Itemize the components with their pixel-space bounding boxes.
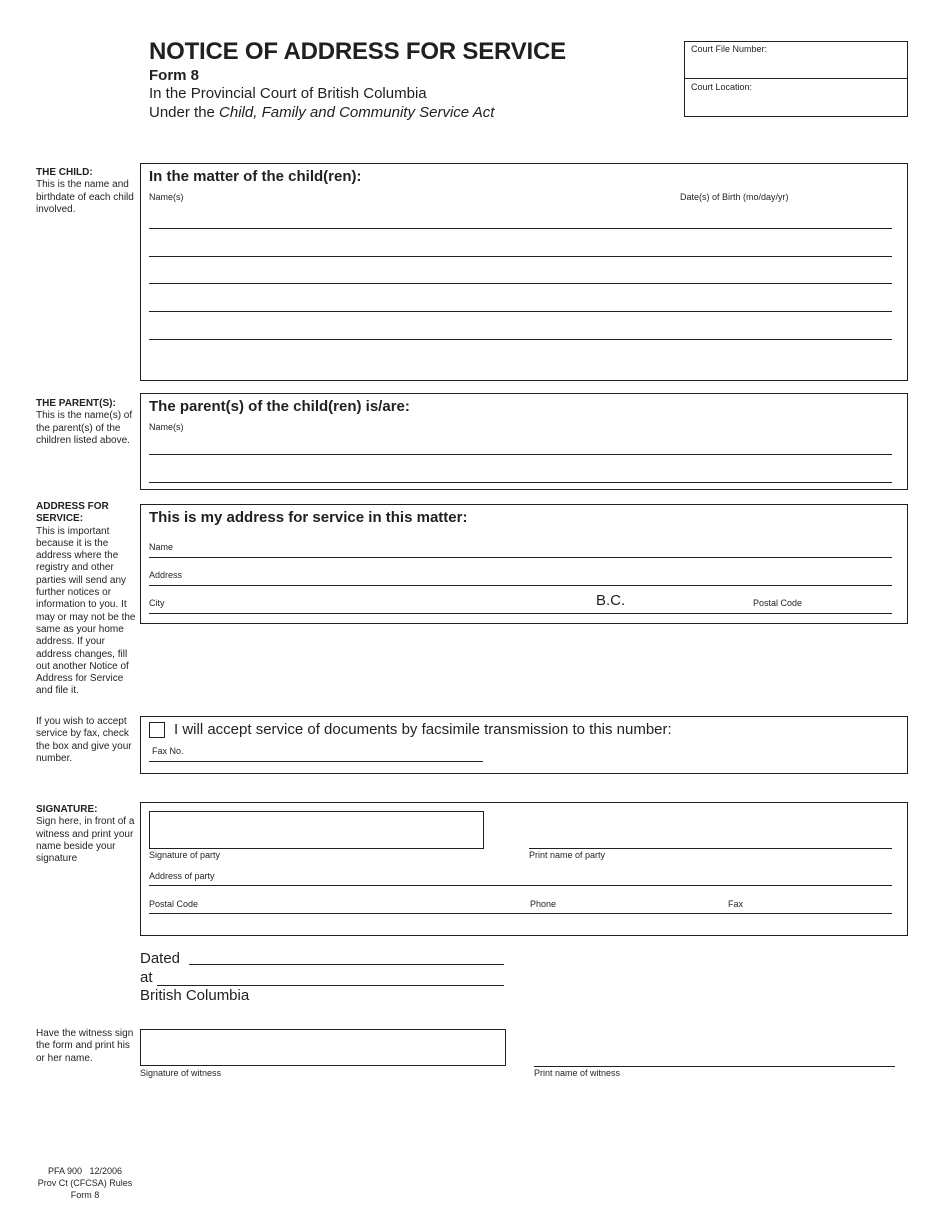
party-address-label: Address of party xyxy=(149,871,215,881)
form-number: Form 8 xyxy=(149,67,200,84)
parent-line-1[interactable] xyxy=(149,454,892,455)
act-name: Child, Family and Community Service Act xyxy=(219,104,495,121)
parent-section-title: The parent(s) of the child(ren) is/are: xyxy=(149,398,410,415)
witness-signature-box[interactable] xyxy=(140,1029,506,1066)
address-side-heading: ADDRESS FOR SERVICE: xyxy=(36,501,109,525)
divider xyxy=(685,78,907,79)
dated-block xyxy=(140,950,249,1006)
parent-names-label: Name(s) xyxy=(149,422,184,432)
witness-side-note xyxy=(36,1028,136,1065)
fax-side-text: If you wish to accept service by fax, check the box and give your number. xyxy=(36,716,132,764)
footer-rules: Prov Ct (CFCSA) Rules xyxy=(37,1178,133,1188)
court-file-label: Court File Number: xyxy=(691,44,768,54)
child-line-5[interactable] xyxy=(149,339,892,340)
child-dob-label: Date(s) of Birth (mo/day/yr) xyxy=(680,192,789,202)
child-line-4[interactable] xyxy=(149,311,892,312)
signature-section xyxy=(140,802,908,936)
court-location-label: Court Location: xyxy=(691,82,753,92)
address-street-label: Address xyxy=(149,570,183,580)
witness-print-name-label: Print name of witness xyxy=(534,1068,621,1078)
parent-side-heading: THE PARENT(S): xyxy=(36,398,116,409)
fax-side-note xyxy=(36,716,136,765)
address-section-title: This is my address for service in this matter: xyxy=(149,509,468,526)
witness-signature-label: Signature of witness xyxy=(140,1068,222,1078)
address-side-note xyxy=(36,501,136,698)
child-side-heading: THE CHILD: xyxy=(36,167,93,178)
party-signature-label: Signature of party xyxy=(149,850,221,860)
party-print-name-line[interactable] xyxy=(529,848,892,849)
dated-label: Dated xyxy=(140,950,181,967)
court-info-box xyxy=(684,41,908,117)
address-city-line[interactable] xyxy=(149,613,892,614)
address-side-text: This is important because it is the address where the registry and other parties will send any further notices or information to you. It may or may not be the same as your home address. If your address changes, fill out another Notice of Address for Service and file it. xyxy=(36,525,136,697)
court-file-field[interactable] xyxy=(691,56,901,76)
province-text: B.C. xyxy=(596,592,626,609)
witness-side-text: Have the witness sign the form and print his or her name. xyxy=(36,1028,134,1064)
child-names-label: Name(s) xyxy=(149,192,184,202)
child-line-2[interactable] xyxy=(149,256,892,257)
province-line: British Columbia xyxy=(140,987,250,1004)
at-label: at xyxy=(140,968,153,986)
footer-form-code: PFA 900 12/2006 xyxy=(47,1166,123,1176)
parent-line-2[interactable] xyxy=(149,482,892,483)
child-side-note xyxy=(36,167,136,216)
address-name-line[interactable] xyxy=(149,557,892,558)
fax-checkbox-label: I will accept service of documents by facsimile transmission to this number: xyxy=(174,721,672,738)
child-section xyxy=(140,163,908,381)
address-section xyxy=(140,504,908,624)
at-line[interactable] xyxy=(157,985,504,986)
party-phone-label: Phone xyxy=(530,899,557,909)
child-section-title: In the matter of the child(ren): xyxy=(149,168,362,185)
child-line-1[interactable] xyxy=(149,228,892,229)
address-city-label: City xyxy=(149,598,165,608)
address-street-line[interactable] xyxy=(149,585,892,586)
fax-checkbox[interactable] xyxy=(149,722,165,738)
party-address-line[interactable] xyxy=(149,885,892,886)
child-side-text: This is the name and birthdate of each child involved. xyxy=(36,179,134,215)
party-signature-box[interactable] xyxy=(149,811,484,849)
parent-side-text: This is the name(s) of the parent(s) of the children listed above. xyxy=(36,410,133,446)
witness-print-name-line[interactable] xyxy=(534,1066,895,1067)
signature-side-text: Sign here, in front of a witness and print your name beside your signature xyxy=(36,816,135,865)
fax-section xyxy=(140,716,908,774)
party-fax-label: Fax xyxy=(728,899,744,909)
address-name-label: Name xyxy=(149,542,174,552)
dated-line[interactable] xyxy=(189,964,504,965)
signature-side-note xyxy=(36,804,136,865)
party-postal-label: Postal Code xyxy=(149,899,199,909)
signature-side-heading: SIGNATURE: xyxy=(36,804,98,815)
form-header xyxy=(149,38,566,121)
party-print-name-label: Print name of party xyxy=(529,850,606,860)
form-footer xyxy=(30,1165,140,1201)
address-postal-label: Postal Code xyxy=(753,598,803,608)
footer-form-number: Form 8 xyxy=(70,1190,100,1200)
act-prefix: Under the xyxy=(149,104,220,121)
fax-number-line[interactable] xyxy=(149,761,483,762)
parent-side-note xyxy=(36,398,136,447)
fax-number-label: Fax No. xyxy=(152,746,184,756)
party-contact-line[interactable] xyxy=(149,913,892,914)
court-location-field[interactable] xyxy=(691,94,901,114)
court-line: In the Provincial Court of British Columbia xyxy=(149,85,427,102)
child-line-3[interactable] xyxy=(149,283,892,284)
parent-section xyxy=(140,393,908,490)
act-line xyxy=(149,104,566,121)
page-title: NOTICE OF ADDRESS FOR SERVICE xyxy=(149,38,566,65)
